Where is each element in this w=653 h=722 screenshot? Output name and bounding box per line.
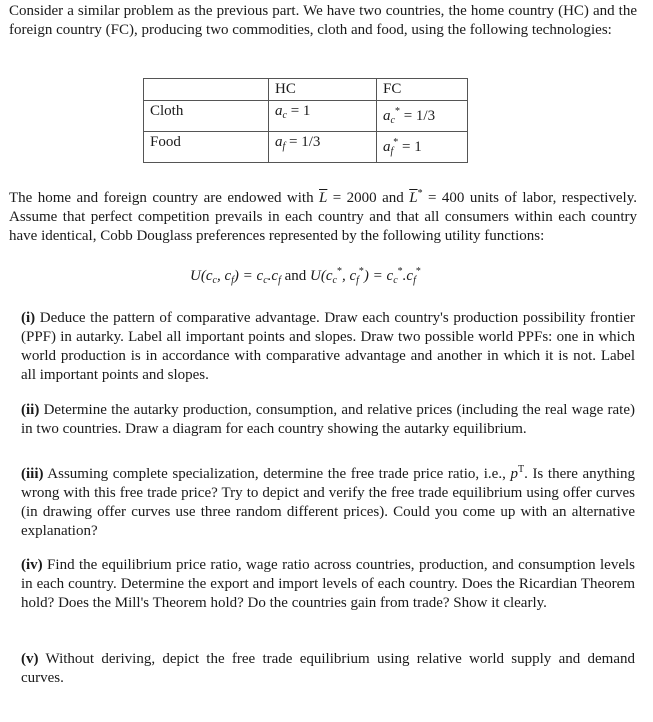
question-ii [21, 401, 635, 439]
endow-and: and [376, 190, 410, 206]
value: = 1 [402, 139, 422, 155]
hc-cloth-coefficient [269, 101, 377, 132]
u-home-dot: .c [267, 268, 279, 284]
table-row-cloth [144, 101, 468, 132]
row-label: Food [144, 132, 269, 163]
price-symbol: p [510, 466, 518, 482]
question-label: (v) [21, 651, 39, 667]
u-foreign-rhs-sub-c: c [393, 275, 398, 286]
question-text: Determine the autarky production, consumption, and relative prices (including the real wage rate) in two countries. Draw a diagram for each country showing the autarky equilibrium. [21, 402, 635, 437]
price-superscript: T [517, 464, 525, 475]
row-label: Cloth [144, 101, 269, 132]
endowment-paragraph [9, 184, 637, 246]
u-foreign-star-4: * [415, 266, 421, 277]
subscript: c [282, 110, 287, 121]
fc-cloth-coefficient [377, 101, 468, 132]
u-foreign-open: U(c [310, 268, 333, 284]
question-label: (ii) [21, 402, 40, 418]
star: * [393, 137, 399, 148]
u-foreign-comma: , c [341, 268, 357, 284]
labor-foreign-value: = 400 [422, 190, 465, 206]
question-text: Deduce the pattern of comparative advantage. Draw each country's production possibility frontier (PPF) in autarky. Label all important points and slopes. Draw two possible world PPFs: one in which world production is in accordance with comparative advantage and another in which it is not. Label all important points and slopes. [21, 310, 635, 383]
u-foreign-star-2: * [358, 266, 364, 277]
table-header-empty [144, 79, 269, 101]
u-foreign-rhs: ) = c [363, 268, 394, 284]
value: = 1/3 [289, 134, 321, 150]
u-home-rhs-sub-c: c [263, 275, 268, 286]
u-home-sub-f: f [231, 275, 234, 286]
hc-food-coefficient [269, 132, 377, 163]
u-foreign-star-1: * [336, 266, 342, 277]
u-home-rhs: ) = c [233, 268, 264, 284]
endow-text-2: units of labor, respectively. Assume that perfect competition prevails in each country and that all consumers within each country have identical, Cobb Douglass preferences represented by the following utility functions: [9, 190, 637, 244]
question-text-after: . Is there anything wrong with this free trade price? Try to depict and verify the free trade equilibrium using offer curves (in drawing offer curves use three random different prices). Could you come up with an alternative explanation? [21, 466, 635, 539]
question-v [21, 650, 635, 688]
question-text-before: Assuming complete specialization, determine the free trade price ratio, i.e., [43, 466, 511, 482]
u-foreign-dot: .c [402, 268, 414, 284]
subscript: f [390, 146, 394, 157]
table-header-row [144, 79, 468, 101]
labor-home-symbol: $\overline{L}$ [319, 190, 328, 206]
utility-functions [190, 262, 421, 290]
question-label: (iii) [21, 466, 44, 482]
u-foreign-sub-f: f [356, 275, 359, 286]
u-home-rhs-sub-f: f [278, 275, 281, 286]
intro-paragraph: Consider a similar problem as the previous part. We have two countries, the home country (HC) and the foreign country (FC), producing two commodities, cloth and food, using the following technologies: [9, 3, 637, 38]
value: = 1 [290, 103, 311, 119]
technology-table [143, 78, 468, 163]
symbol: a [275, 103, 283, 119]
u-home-open: U(c [190, 268, 213, 284]
question-iv [21, 556, 635, 613]
labor-home-value: = 2000 [327, 190, 377, 206]
question-label: (i) [21, 310, 36, 326]
table-header-fc: FC [377, 79, 468, 101]
question-label: (iv) [21, 557, 43, 573]
subscript: f [282, 141, 286, 152]
symbol: a [383, 108, 391, 124]
labor-foreign-symbol: $\overline{L}$ [409, 190, 418, 206]
u-and: and [284, 268, 311, 284]
u-home-comma: , c [216, 268, 232, 284]
question-text: Find the equilibrium price ratio, wage ratio across countries, production, and consumption levels in each country. Determine the export and import levels of each country. Does the Ricardian Theorem hold? Does the Mill's Theorem hold? Do the countries gain from trade? Show it clearly. [21, 557, 635, 611]
u-foreign-star-3: * [397, 266, 403, 277]
question-i [21, 309, 635, 385]
u-foreign-rhs-sub-f: f [413, 275, 416, 286]
labor-foreign-star: * [417, 188, 423, 199]
endow-text-1: The home and foreign country are endowed with [9, 190, 320, 206]
u-foreign-sub-c: c [332, 275, 337, 286]
table-header-hc: HC [269, 79, 377, 101]
subscript: c [390, 115, 395, 126]
symbol: a [383, 139, 391, 155]
table-row-food [144, 132, 468, 163]
value: = 1/3 [403, 108, 436, 124]
star: * [394, 106, 400, 117]
question-text: Without deriving, depict the free trade equilibrium using relative world supply and demand curves. [21, 651, 635, 686]
u-home-sub-c: c [212, 275, 217, 286]
question-iii [21, 460, 635, 541]
fc-food-coefficient [377, 132, 468, 163]
symbol: a [275, 134, 283, 150]
